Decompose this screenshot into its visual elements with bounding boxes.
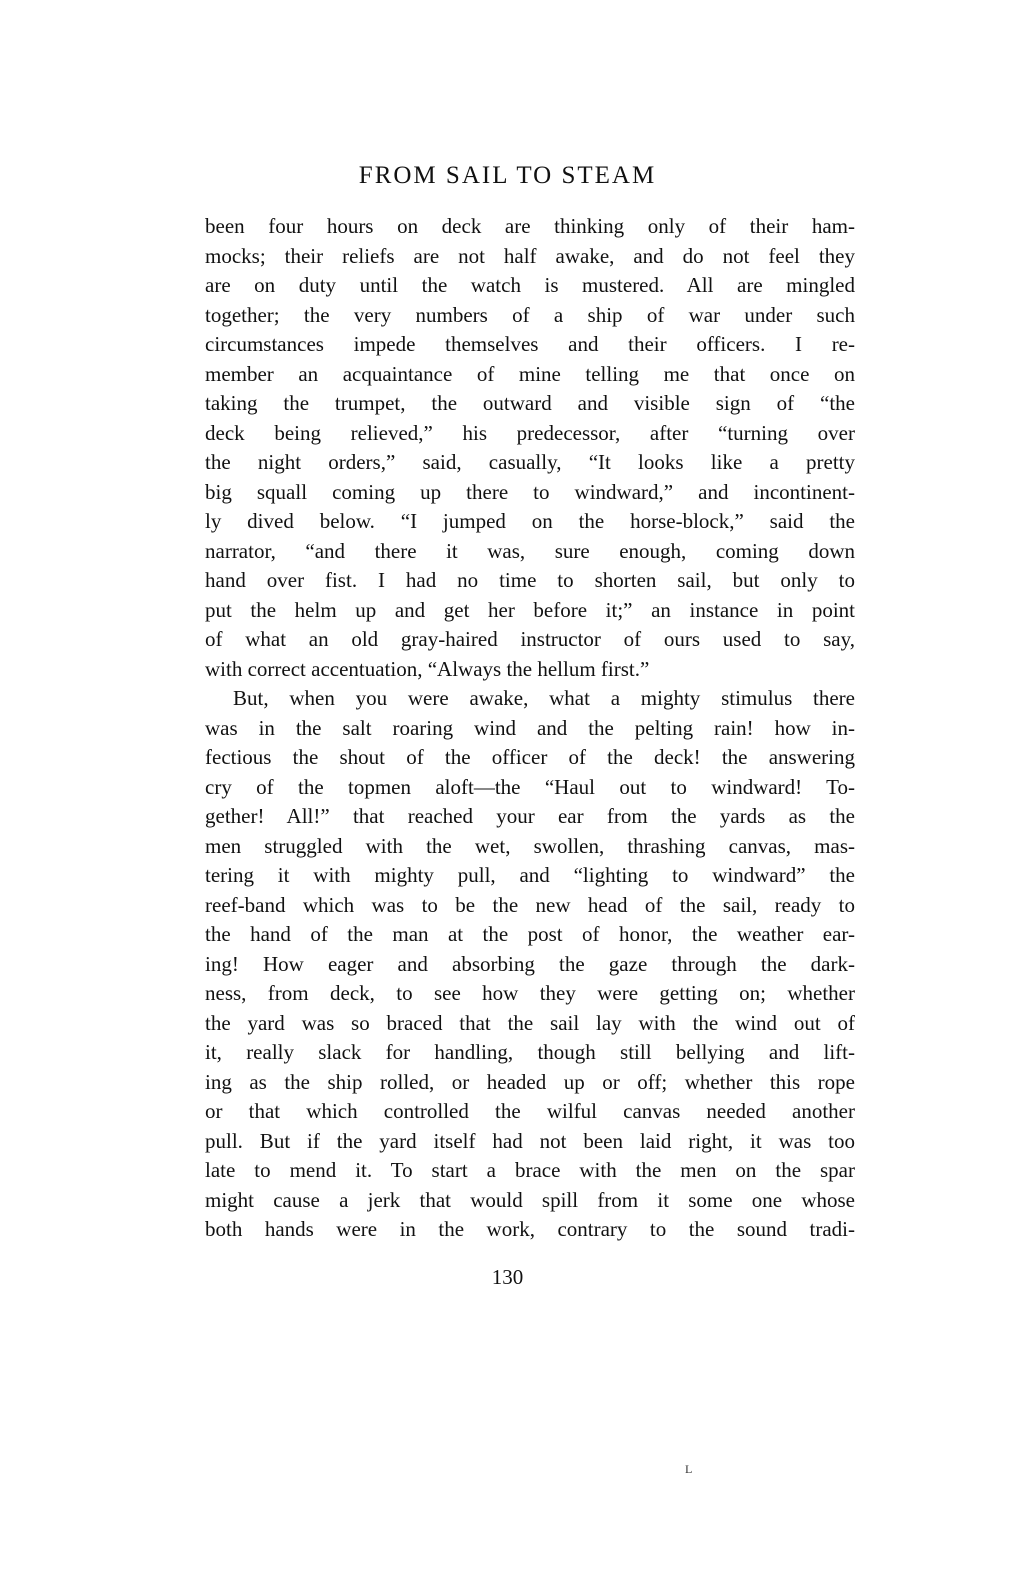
text-line: late to mend it. To start a brace with the men on the spar: [205, 1158, 855, 1182]
page-number: 130: [491, 1265, 524, 1289]
text-line: big squall coming up there to windward,” and incontinent-: [205, 479, 855, 504]
text-line: of what an old gray-haired instructor of ours used to say,: [205, 627, 855, 651]
text-line: both hands were in the work, contrary to the sound tradi-: [205, 1217, 855, 1241]
text-line: pull. But if the yard itself had not been laid right, it was too: [205, 1128, 855, 1153]
text-line: fectious the shout of the officer of the deck! the answering: [205, 745, 855, 769]
text-line: taking the trumpet, the outward and visible sign of “the: [205, 391, 855, 415]
text-line: are on duty until the watch is mustered. All are mingled: [205, 273, 855, 297]
text-line: men struggled with the wet, swollen, thrashing canvas, mas-: [205, 833, 855, 858]
text-line: circumstances impede themselves and their officers. I re-: [205, 332, 855, 356]
text-line: was in the salt roaring wind and the pelting rain! how in-: [205, 715, 855, 740]
text-line: ness, from deck, to see how they were getting on; whether: [205, 981, 855, 1005]
text-line: the yard was so braced that the sail lay with the wind out of: [205, 1010, 855, 1035]
text-line: it, really slack for handling, though still bellying and lift-: [205, 1040, 855, 1064]
paragraph: [205, 684, 855, 1245]
text-line: together; the very numbers of a ship of war under such: [205, 302, 855, 327]
text-line: the hand of the man at the post of honor, the weather ear-: [205, 922, 855, 946]
text-line: member an acquaintance of mine telling me that once on: [205, 361, 855, 386]
text-line: reef-band which was to be the new head of the sail, ready to: [205, 892, 855, 917]
text-line: ing as the ship rolled, or headed up or off; whether this rope: [205, 1069, 855, 1094]
text-line: deck being relieved,” his predecessor, after “turning over: [205, 420, 855, 445]
text-line: cry of the topmen aloft—the “Haul out to windward! To-: [205, 774, 855, 799]
text-line: gether! All!” that reached your ear from the yards as the: [205, 804, 855, 828]
text-line: ly dived below. “I jumped on the horse-block,” said the: [205, 509, 855, 533]
stray-mark: L: [685, 1462, 693, 1476]
text-line: hand over fist. I had no time to shorten sail, but only to: [205, 568, 855, 592]
text-line: mocks; their reliefs are not half awake, and do not feel they: [205, 243, 855, 268]
text-line: been four hours on deck are thinking only of their ham-: [205, 214, 855, 238]
text-line: the night orders,” said, casually, “It looks like a pretty: [205, 450, 855, 474]
text-line: ing! How eager and absorbing the gaze through the dark-: [205, 951, 855, 976]
text-line: put the helm up and get her before it;” an instance in point: [205, 597, 855, 622]
running-title: FROM SAIL TO STEAM: [358, 162, 657, 189]
body-text: [205, 212, 855, 1245]
text-line: narrator, “and there it was, sure enough, coming down: [205, 538, 855, 563]
text-line: tering it with mighty pull, and “lighting to windward” the: [205, 863, 855, 887]
text-line: or that which controlled the wilful canvas needed another: [205, 1099, 855, 1123]
text-line: might cause a jerk that would spill from it some one whose: [205, 1187, 855, 1212]
paragraph: [205, 212, 855, 684]
text-line: But, when you were awake, what a mighty stimulus there: [233, 686, 855, 710]
text-line: with correct accentuation, “Always the hellum first.”: [205, 656, 650, 681]
